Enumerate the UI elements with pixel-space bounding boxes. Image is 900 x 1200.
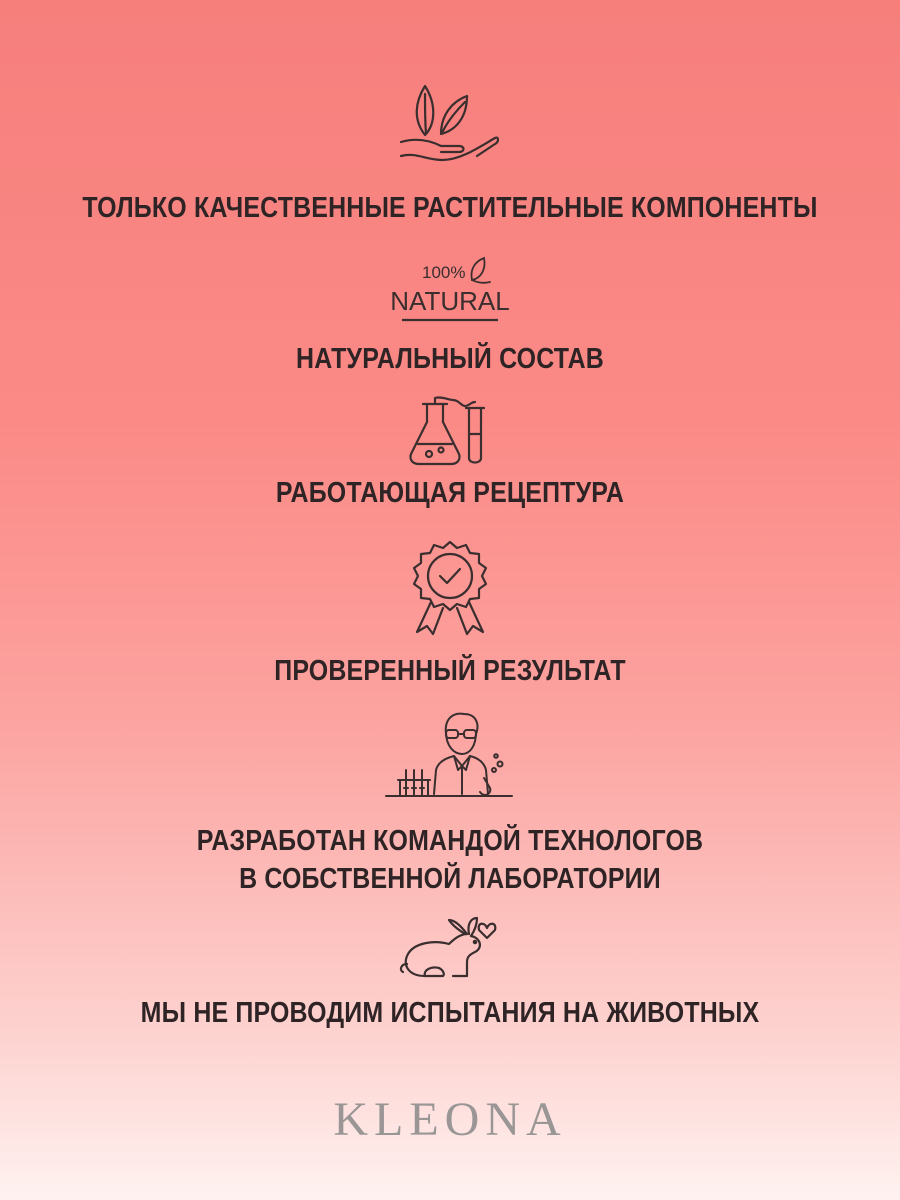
caption-line: ТОЛЬКО КАЧЕСТВЕННЫЕ РАСТИТЕЛЬНЫЕ КОМПОНЕНТЫ — [82, 192, 818, 224]
bunny-heart-icon — [0, 914, 900, 984]
feature-caption-no-animal-testing — [0, 994, 900, 1032]
brand-logo: KLEONA — [333, 1093, 567, 1146]
natural-word-text: NATURAL — [390, 286, 510, 316]
caption-line: МЫ НЕ ПРОВОДИМ ИСПЫТАНИЯ НА ЖИВОТНЫХ — [140, 997, 760, 1029]
caption-line: РАЗРАБОТАН КОМАНДОЙ ТЕХНОЛОГОВ — [196, 825, 704, 857]
feature-caption-plant-components — [0, 189, 900, 227]
certified-rosette-icon — [0, 540, 900, 636]
caption-line: В СОБСТВЕННОЙ ЛАБОРАТОРИИ — [239, 863, 661, 895]
scientist-icon — [0, 708, 900, 804]
feature-caption-natural — [0, 340, 900, 378]
caption-line: ПРОВЕРЕННЫЙ РЕЗУЛЬТАТ — [274, 655, 626, 687]
caption-line: НАТУРАЛЬНЫЙ СОСТАВ — [296, 343, 604, 375]
feature-caption-formula — [0, 474, 900, 512]
natural-badge-icon — [0, 254, 900, 326]
natural-percent-text: 100% — [422, 263, 466, 282]
lab-flask-icon — [0, 394, 900, 468]
caption-line: РАБОТАЮЩАЯ РЕЦЕПТУРА — [275, 477, 625, 509]
feature-caption-lab-team — [0, 822, 900, 898]
feature-caption-result — [0, 652, 900, 690]
leaf-hand-icon — [0, 80, 900, 170]
